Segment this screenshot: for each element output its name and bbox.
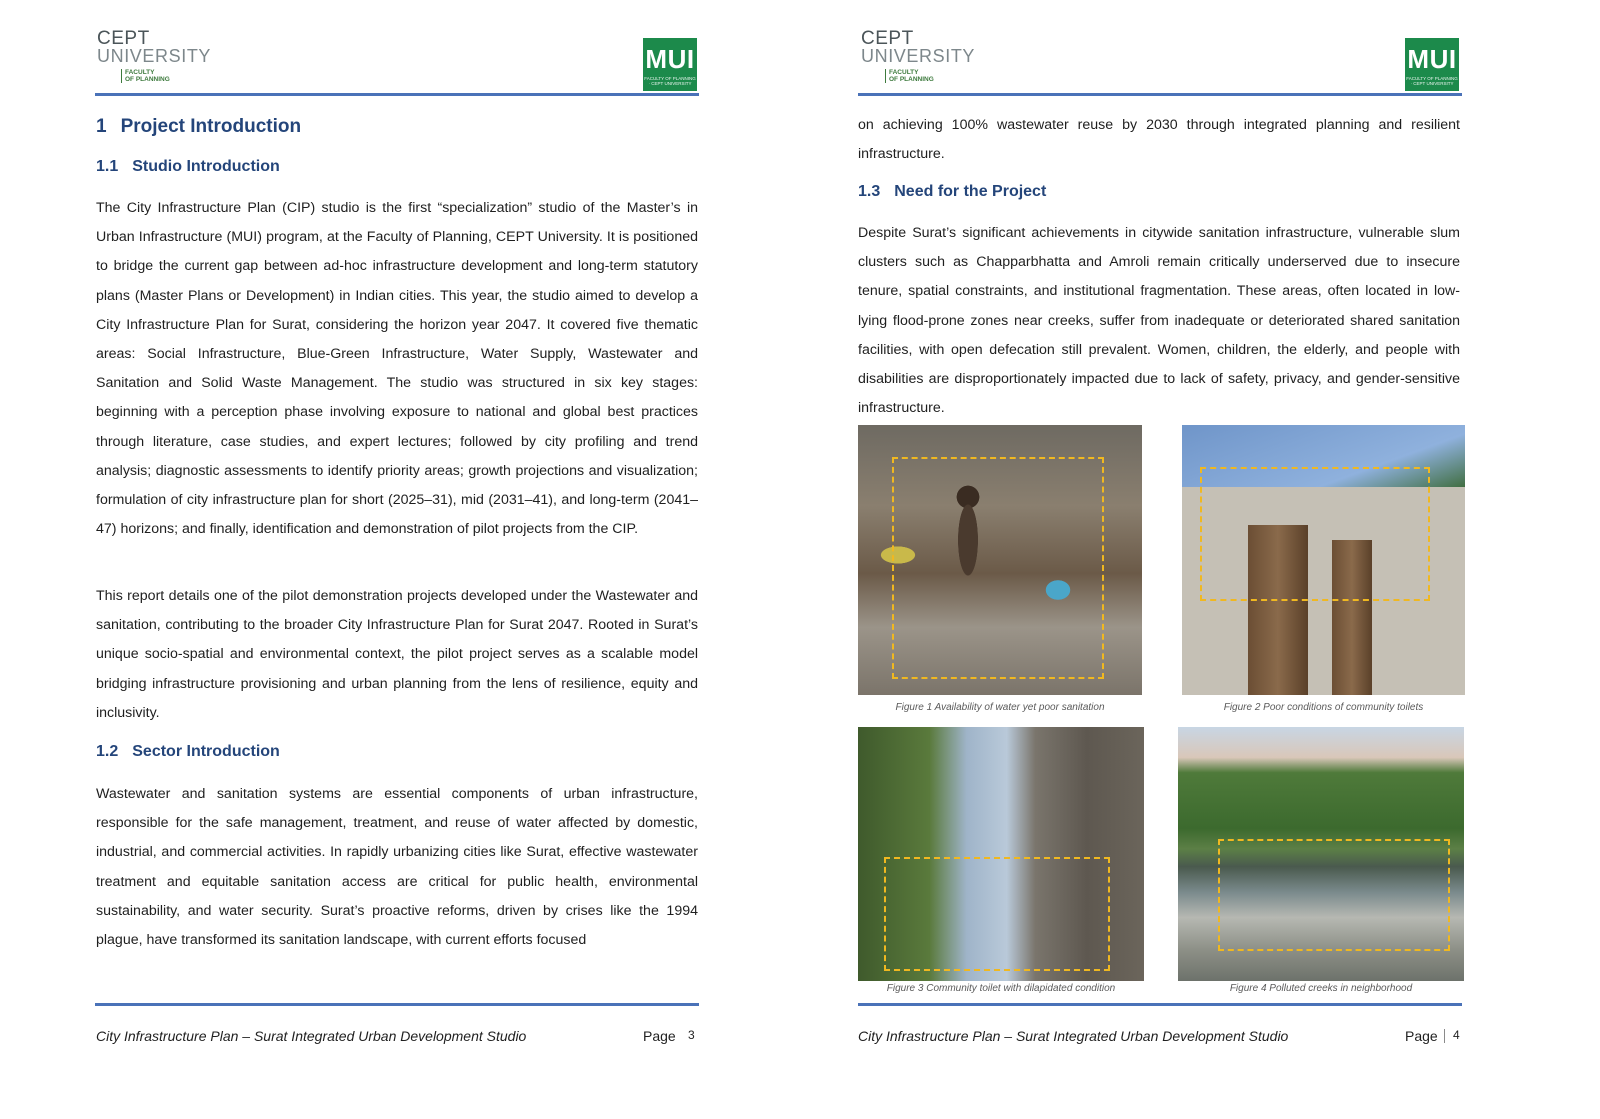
mui-logo: MUI FACULTY OF PLANNING · CEPT UNIVERSITY — [1405, 38, 1459, 91]
page-label: Page — [1405, 1028, 1438, 1044]
subsection-heading-need: 1.3 Need for the Project — [858, 183, 1047, 200]
figure-1-caption: Figure 1 Availability of water yet poor sanitation — [895, 702, 1105, 713]
subsection-heading-studio: 1.1 Studio Introduction — [96, 158, 280, 175]
page-number: 3 — [688, 1028, 695, 1042]
cept-university-logo: CEPT UNIVERSITY FACULTY OF PLANNING — [97, 28, 212, 83]
footer-title: City Infrastructure Plan – Surat Integrated Urban Development Studio — [96, 1028, 527, 1044]
footer-title: City Infrastructure Plan – Surat Integrated Urban Development Studio — [858, 1028, 1289, 1044]
subsection-heading-sector: 1.2 Sector Introduction — [96, 743, 280, 760]
highlight-box — [892, 457, 1104, 679]
highlight-box — [1200, 467, 1430, 601]
highlight-box — [1218, 839, 1450, 951]
paragraph-studio-2: This report details one of the pilot demonstration projects developed under the Wastewater and sanitation, contributing to the broader City Infrastructure Plan for Surat 2047. Rooted in Surat’s unique socio-spatial and environmental context, the pilot project serves as a scalable model bridging infrastructure provisioning and urban planning from the lens of resilience, equity and inclusivity. — [96, 588, 698, 721]
page-separator — [1444, 1029, 1445, 1043]
paragraph-studio-1: The City Infrastructure Plan (CIP) studio is the first “specialization” studio of the Master’s in Urban Infrastructure (MUI) program, at the Faculty of Planning, CEPT University. It is positioned to bridge the current gap between ad-hoc infrastructure development and long-term statutory plans (Master Plans or Development) in Indian cities. This year, the studio aimed to develop a City Infrastructure Plan for Surat, considering the horizon year 2047. It covered five thematic areas: Social Infrastructure, Blue-Green Infrastructure, Water Supply, Wastewater and Sanitation and Solid Waste Management. The studio was structured in six key stages: beginning with a perception phase involving exposure to national and global best practices through literature, case studies, and expert lectures; followed by city profiling and trend analysis; diagnostic assessments to identify priority areas; growth projections and visualization; formulation of city infrastructure plan for short (2025–31), mid (2031–41), and long-term (2041–47) horizons; and finally, identification and demonstration of pilot projects from the CIP. — [96, 200, 698, 538]
figure-3-caption: Figure 3 Community toilet with dilapidated condition — [886, 983, 1116, 994]
figure-2-photo — [1182, 425, 1465, 695]
header-rule — [858, 93, 1462, 96]
figure-4-photo — [1178, 727, 1464, 981]
section-heading: 1 Project Introduction — [96, 116, 302, 137]
footer-rule — [858, 1003, 1462, 1006]
page-number: 4 — [1453, 1028, 1460, 1042]
highlight-box — [884, 857, 1110, 971]
cept-university-logo: CEPT UNIVERSITY FACULTY OF PLANNING — [861, 28, 976, 83]
figure-1-photo — [858, 425, 1142, 695]
paragraph-continuation: on achieving 100% wastewater reuse by 2030 through integrated planning and resilient infrastructure. — [858, 117, 1460, 163]
paragraph-need: Despite Surat’s significant achievements in citywide sanitation infrastructure, vulnerable slum clusters such as Chapparbhatta and Amroli remain critically underserved due to insecure tenure, spatial constraints, and institutional fragmentation. These areas, often located in low-lying flood-prone zones near creeks, suffer from inadequate or deteriorated shared sanitation facilities, with open defecation still prevalent. Women, children, the elderly, and people with disabilities are disproportionately impacted due to lack of safety, privacy, and gender-sensitive infrastructure. — [858, 225, 1460, 417]
figure-4-caption: Figure 4 Polluted creeks in neighborhood — [1229, 983, 1413, 994]
mui-logo: MUI FACULTY OF PLANNING · CEPT UNIVERSITY — [643, 38, 697, 91]
figure-2-caption: Figure 2 Poor conditions of community toilets — [1223, 702, 1424, 713]
page-4 — [762, 0, 1562, 1119]
figure-3-photo — [858, 727, 1144, 981]
page-label: Page — [643, 1028, 676, 1044]
footer-rule — [95, 1003, 699, 1006]
paragraph-sector: Wastewater and sanitation systems are essential components of urban infrastructure, responsible for the safe management, treatment, and reuse of water affected by domestic, industrial, and commercial activities. In rapidly urbanizing cities like Surat, effective wastewater treatment and equitable sanitation access are critical for public health, environmental sustainability, and water security. Surat’s proactive reforms, driven by crises like the 1994 plague, have transformed its sanitation landscape, with current efforts focused — [96, 786, 698, 949]
header-rule — [95, 93, 699, 96]
